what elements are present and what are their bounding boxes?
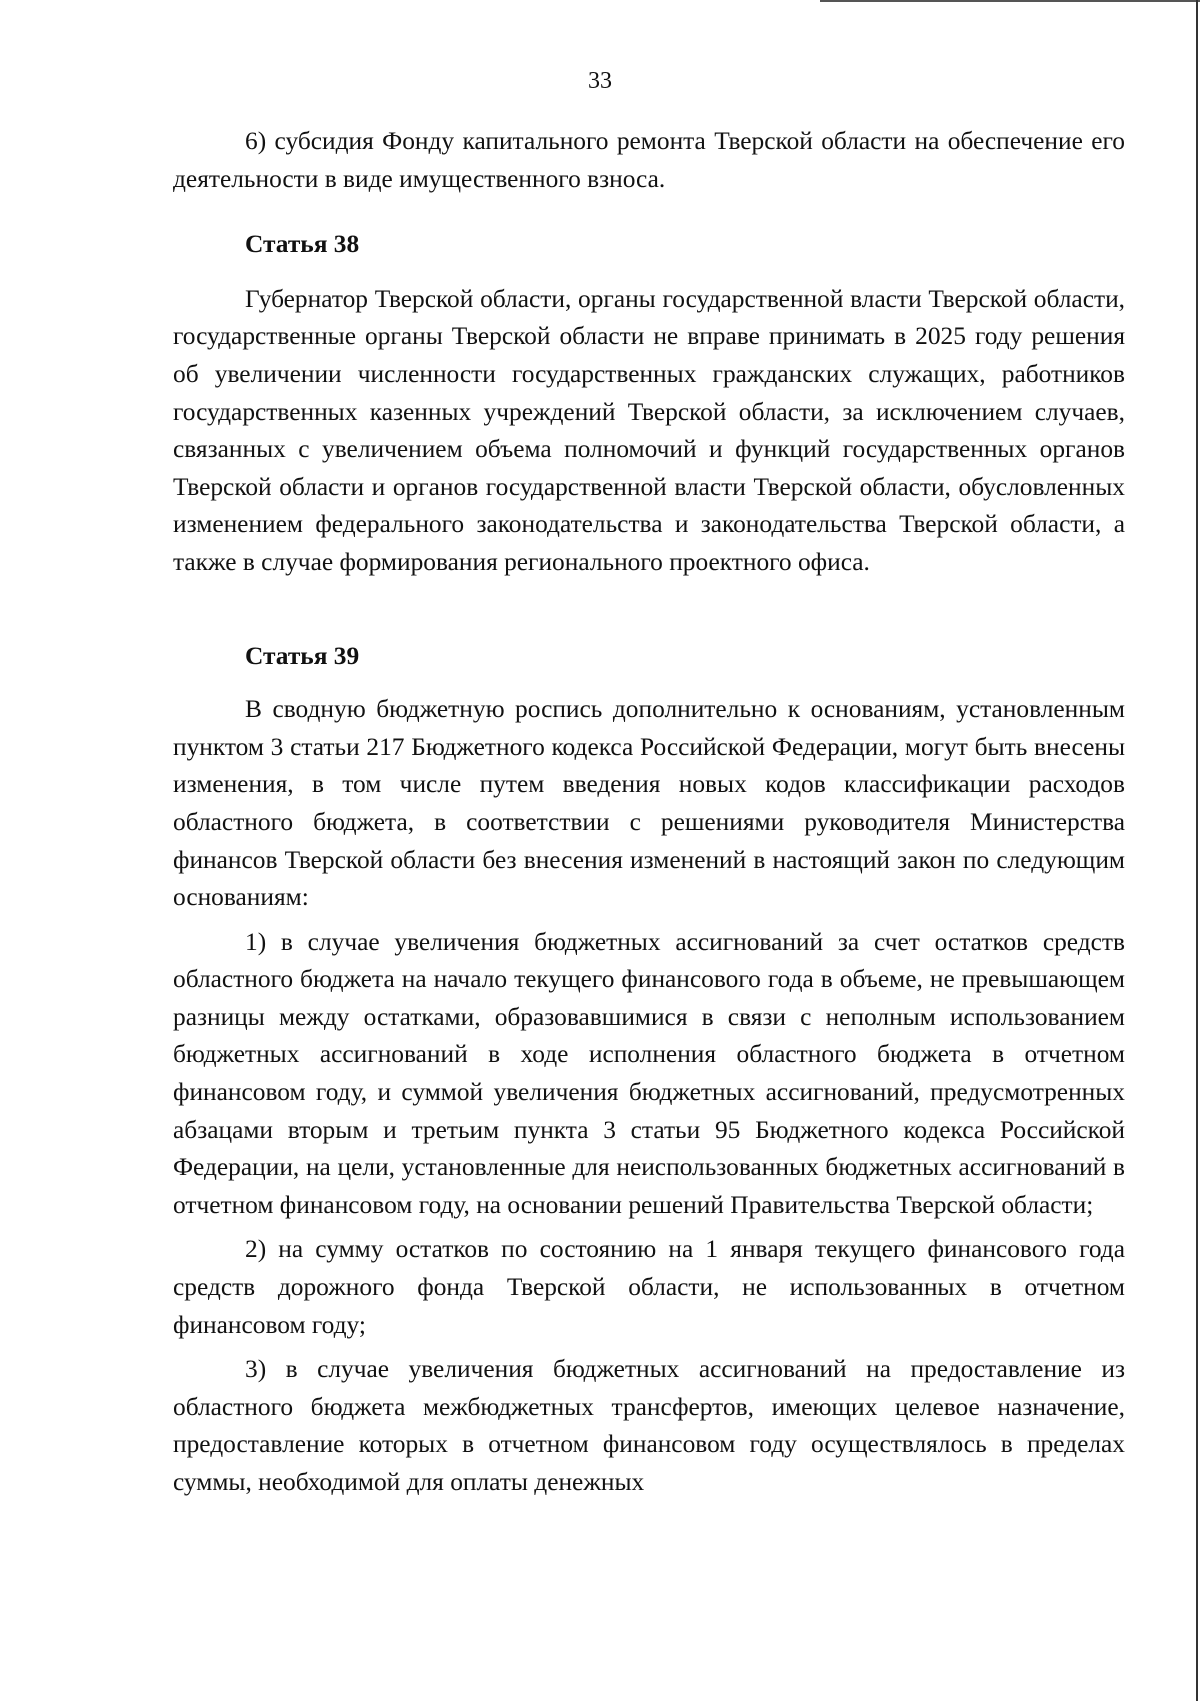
article-39-heading: Статья 39: [245, 641, 360, 670]
scan-edge-right: [1196, 0, 1198, 1701]
spacer: [173, 198, 1125, 226]
scan-edge-top: [820, 0, 1200, 2]
article-38-text: Губернатор Тверской области, органы государственной власти Тверской области, государственные органы Тверской области не вправе принимать в 2025 году решения об увеличении численности государственных гражданских служащих, работников государственных казенных учреждений Тверской области, за исключением случаев, связанных с увеличением объема полномочий и функций государственных органов Тверской области и органов государственной власти Тверской области, обусловленных изменением федерального законодательства и законодательства Тверской области, а также в случае формирования регионального проектного офиса.: [173, 284, 1125, 576]
article-38-heading: Статья 38: [245, 230, 360, 259]
spacer: [173, 675, 1125, 691]
document-body: [173, 123, 1125, 1502]
page-number: 33: [588, 68, 612, 94]
article-39-item-2: 2) на сумму остатков по состоянию на 1 января текущего финансового года средств дорожного фонда Тверской области, не использованных в отчетном финансовом году;: [173, 1235, 1125, 1339]
intro-item-paragraph: 6) субсидия Фонду капитального ремонта Тверской области на обеспечение его деятельности в виде имущественного взноса.: [173, 127, 1125, 193]
article-39-item-1: 1) в случае увеличения бюджетных ассигнований за счет остатков средств областного бюджета на начало текущего финансового года в объеме, не превышающем разницы между остатками, образовавшимися в связи с неполным использованием бюджетных ассигнований в ходе исполнения областного бюджета в отчетном финансовом году, и суммой увеличения бюджетных ассигнований, предусмотренных абзацами вторым и третьим пункта 3 статьи 95 Бюджетного кодекса Российской Федерации, на цели, установленные для неиспользованных бюджетных ассигнований в отчетном финансовом году, на основании решений Правительства Тверской области;: [173, 927, 1125, 1219]
spacer: [173, 582, 1125, 638]
article-39-intro: В сводную бюджетную роспись дополнительно к основаниям, установленным пунктом 3 статьи 217 Бюджетного кодекса Российской Федерации, могут быть внесены изменения, в том числе путем введения новых кодов классификации расходов областного бюджета, в соответствии с решениями руководителя Министерства финансов Тверской области без внесения изменений в настоящий закон по следующим основаниям:: [173, 695, 1125, 912]
article-39-item-3: 3) в случае увеличения бюджетных ассигнований на предоставление из областного бюджета межбюджетных трансфертов, имеющих целевое назначение, предоставление которых в отчетном финансовом году осуществлялось в пределах суммы, необходимой для оплаты денежных: [173, 1355, 1125, 1496]
spacer: [173, 264, 1125, 281]
